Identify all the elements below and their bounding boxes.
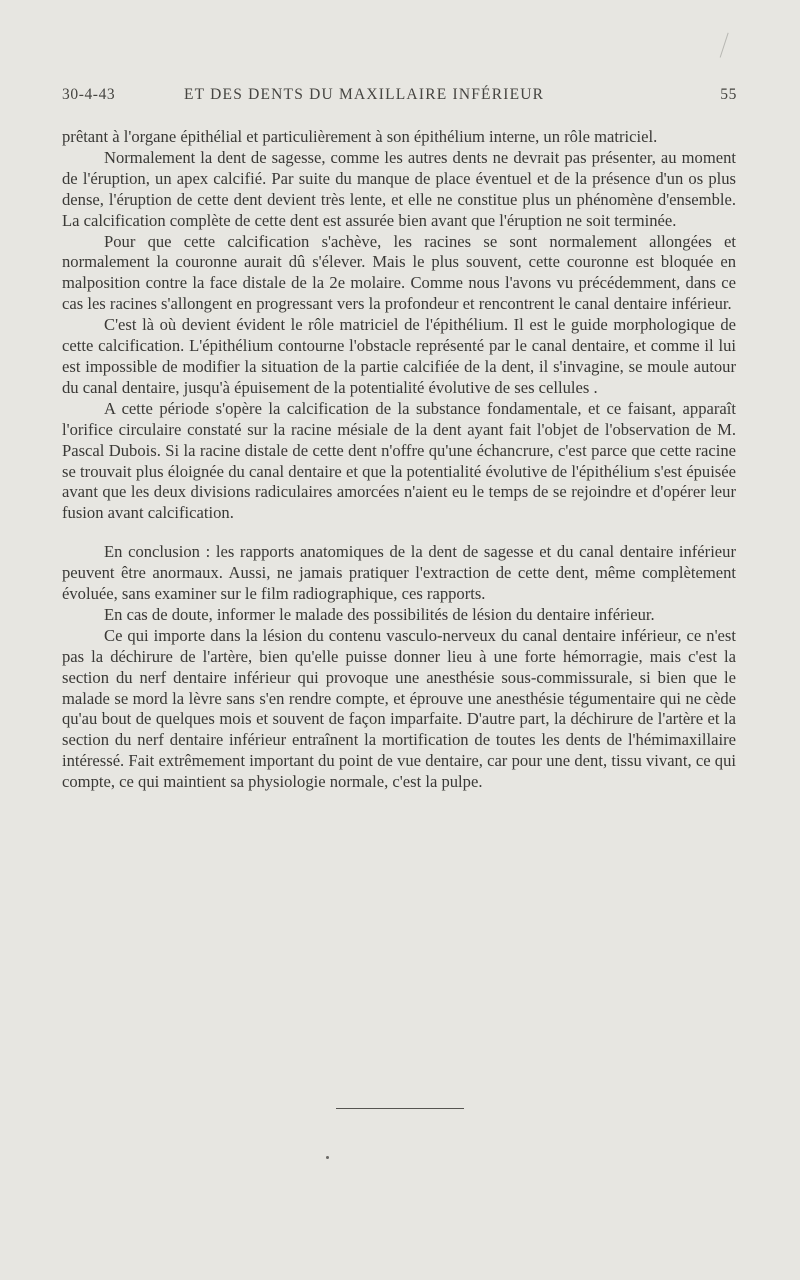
body-text: [62, 127, 736, 793]
paragraph: Pour que cette calcification s'achève, les racines se sont normalement allongées et normalement la couronne aurait dû s'élever. Mais le plus souvent, cette couronne est bloquée en malposition contre la face distale de la 2e molaire. Comme nous l'avons vu précédemment, dans ce cas les racines s'allongent en progressant vers la profondeur et rencontrent le canal dentaire inférieur.: [62, 231, 736, 314]
paragraph: Ce qui importe dans la lésion du contenu vasculo-nerveux du canal dentaire inférieur, ce n'est pas la déchirure de l'artère, bien qu'elle puisse donner lieu à une forte hémorragie, mais c'est la section du nerf dentaire inférieur qui provoque une anesthésie sous-commissurale, si bien que le malade se mord la lèvre sans s'en rendre compte, et éprouve une anesthésie tégumentaire qui ne cède qu'au bout de quelques mois et souvent de façon imparfaite. D'autre part, la déchirure de l'artère et la section du nerf dentaire inférieur entraînent la mortification de toutes les dents de l'hémimaxillaire intéressé. Fait extrêmement important du point de vue dentaire, car pour une dent, tissu vivant, ce qui compte, ce qui maintient sa physiologie normale, c'est la pulpe.: [62, 625, 736, 792]
paragraph: A cette période s'opère la calcification de la substance fondamentale, et ce faisant, apparaît l'orifice circulaire constaté sur la racine mésiale de la dent ayant fait l'objet de l'observation de M. Pascal Dubois. Si la racine distale de cette dent n'offre qu'une échancrure, c'est parce que cette racine se trouvait plus éloignée du canal dentaire et que la potentialité évolutive de l'épithélium s'est épuisée avant que les deux divisions radiculaires amorcées n'aient eu le temps de se rejoindre et d'opérer leur fusion avant calcification.: [62, 398, 736, 523]
page-number: 55: [720, 86, 737, 103]
paper-speck: [326, 1156, 329, 1159]
paragraph: prêtant à l'organe épithélial et particulièrement à son épithélium interne, un rôle matriciel.: [62, 127, 658, 146]
paragraph: En conclusion : les rapports anatomiques de la dent de sagesse et du canal dentaire inférieur peuvent être anormaux. Aussi, ne jamais pratiquer l'extraction de cette dent, même complètement évoluée, sans examiner sur le film radiographique, ces rapports.: [62, 542, 736, 604]
paragraph: Normalement la dent de sagesse, comme les autres dents ne devrait pas présenter, au moment de l'éruption, un apex calcifié. Par suite du manque de place éventuel et de la présence d'un os plus dense, l'éruption de cette dent devient très lente, et elle ne constitue plus un phénomène d'ensemble. La calcification complète de cette dent est assurée bien avant que l'éruption ne soit terminée.: [62, 147, 736, 230]
paragraph: C'est là où devient évident le rôle matriciel de l'épithélium. Il est le guide morphologique de cette calcification. L'épithélium contourne l'obstacle représenté par le canal dentaire, et comme il lui est impossible de modifier la situation de la partie calcifiée de la dent, il s'invagine, se moule autour du canal dentaire, jusqu'à épuisement de la potentialité évolutive de ses cellules .: [62, 315, 736, 397]
running-title: ET DES DENTS DU MAXILLAIRE INFÉRIEUR: [184, 86, 545, 103]
page-corner-mark: [706, 28, 728, 57]
paragraph: En cas de doute, informer le malade des possibilités de lésion du dentaire inférieur.: [104, 604, 655, 624]
header-date: 30-4-43: [62, 86, 116, 103]
section-end-rule: [336, 1108, 464, 1109]
running-header: [62, 86, 737, 110]
